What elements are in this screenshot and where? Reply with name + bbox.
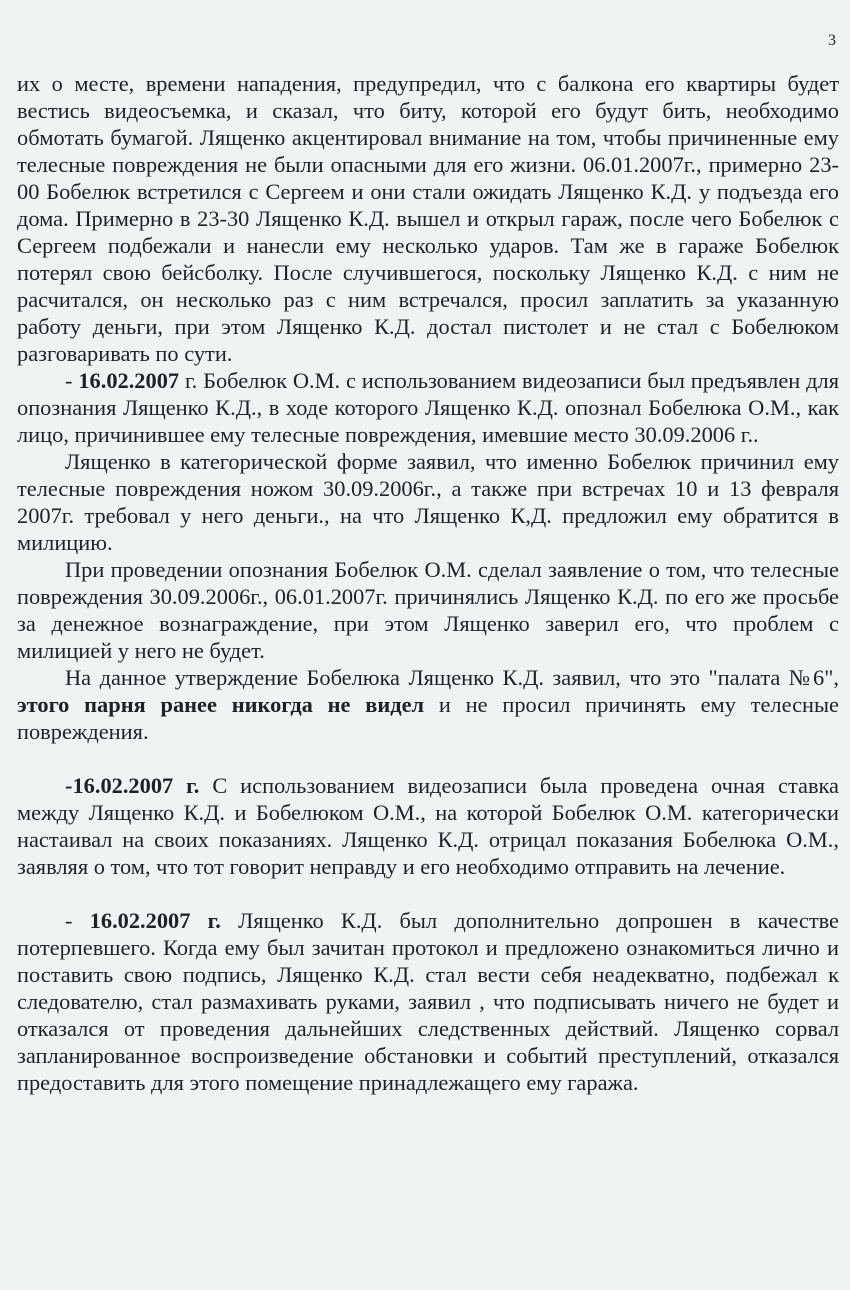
paragraph-confrontation: [17, 772, 839, 880]
paragraph-rest: г. Бобелюк О.М. с использованием видеозаписи был предъявлен для опознания Лященко К.Д., в ходе которого Лященко К.Д. опознал Бобелюка О.М., как лицо, причинившее ему телесные повреждения, имевшие место 30.09.2006 г..: [17, 368, 839, 447]
date-bold: 16.02.2007: [78, 368, 180, 393]
paragraph-categorical-statement: Лященко в категорической форме заявил, что именно Бобелюк причинил ему телесные повреждения ножом 30.09.2006г., а также при встречах 10 и 13 февраля 2007г. требовал у него деньги., на что Лященко К,Д. предложил ему обратится в милицию.: [17, 449, 839, 555]
paragraph-rest: Лященко К.Д. был дополнительно допрошен в качестве потерпевшего. Когда ему был зачитан протокол и предложено ознакомиться лично и поставить свою подпись, Лященко К.Д. стал вести себя неадекватно, подбежал к следователю, стал размахивать руками, заявил , что подписывать ничего не будет и отказался от проведения дальнейших следственных действий. Лященко сорвал запланированное воспроизведение обстановки и событий преступлений, отказался предоставить для этого помещение принадлежащего ему гаража.: [17, 908, 839, 1095]
paragraph-pre: На данное утверждение Бобелюка Лященко К.Д. заявил, что это "палата №6",: [65, 665, 839, 690]
paragraph-lead: -: [65, 368, 79, 393]
paragraph-rest: С использованием видеозаписи была проведена очная ставка между Лященко К.Д. и Бобелюком О.М., на которой Бобелюк О.М. категорически настаивал на своих показаниях. Лященко К.Д. отрицал показания Бобелюка О.М., заявляя о том, что тот говорит неправду и его необходимо отправить на лечение.: [17, 773, 839, 879]
paragraph-declaration: При проведении опознания Бобелюк О.М. сделал заявление о том, что телесные повреждения 30.09.2006г., 06.01.2007г. причинялись Лященко К.Д. по его же просьбе за денежное вознаграждение, при этом Лященко заверил его, что проблем с милицией у него не будет.: [17, 557, 839, 663]
emphasis-bold: этого парня ранее никогда не видел: [17, 692, 425, 717]
date-bold: -16.02.2007 г.: [65, 773, 200, 798]
date-bold: 16.02.2007 г.: [89, 908, 221, 933]
page-number: 3: [828, 32, 836, 49]
paragraph-identification: [17, 367, 839, 448]
paragraph-post: и не просил причинять ему телесные повреждения.: [17, 692, 839, 744]
paragraph-response: [17, 664, 839, 745]
paragraph-attack-details: их о месте, времени нападения, предупредил, что с балкона его квартиры будет вестись видеосъемка, и сказал, что биту, которой его будут бить, необходимо обмотать бумагой. Лященко акцентировал внимание на том, чтобы причиненные ему телесные повреждения не были опасными для его жизни. 06.01.2007г., примерно 23-00 Бобелюк встретился с Сергеем и они стали ожидать Лященко К.Д. у подъезда его дома. Примерно в 23-30 Лященко К.Д. вышел и открыл гараж, после чего Бобелюк с Сергеем подбежали и нанесли ему несколько ударов. Там же в гараже Бобелюк потерял свою бейсболку. После случившегося, поскольку Лященко К.Д. с ним не расчитался, он несколько раз с ним встречался, просил заплатить за указанную работу деньги, при этом Лященко К.Д. достал пистолет и не стал с Бобелюком разговаривать по сути.: [17, 71, 839, 366]
paragraph-additional-interrogation: [17, 907, 839, 1096]
paragraph-lead: -: [65, 908, 90, 933]
document-body: [17, 70, 839, 1096]
